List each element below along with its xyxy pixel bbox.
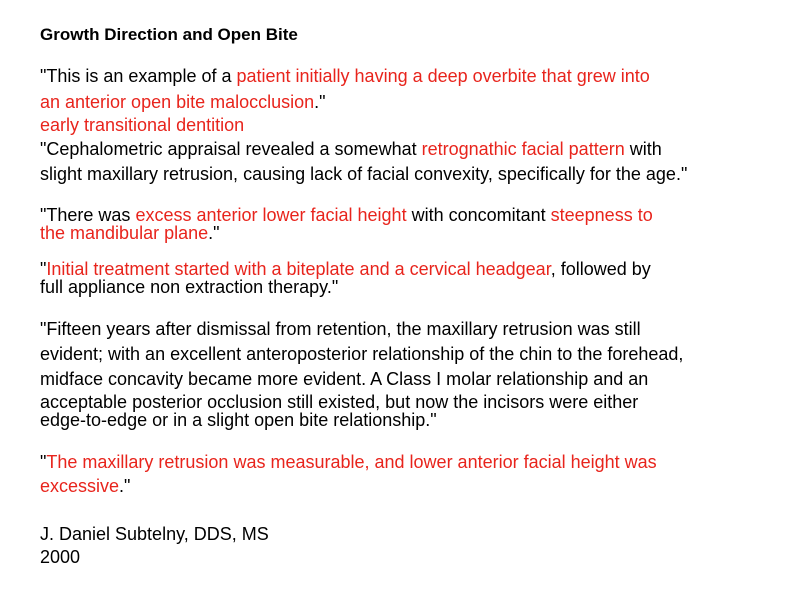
quote-5-line-3: midface concavity became more evident. A Class I molar relationship and an xyxy=(40,369,649,389)
year: 2000 xyxy=(40,547,81,567)
quote-5-line-5: edge-to-edge or in a slight open bite relationship." xyxy=(40,410,437,430)
highlight-segment: excessive xyxy=(40,476,120,496)
text-segment: " xyxy=(40,452,47,472)
quote-5-line-4: acceptable posterior occlusion still existed, but now the incisors were either xyxy=(40,392,639,412)
text-segment: ." xyxy=(208,223,220,243)
highlight-segment: the mandibular plane xyxy=(40,223,209,243)
highlight-segment: retrognathic facial pattern xyxy=(421,139,625,159)
page-title: Growth Direction and Open Bite xyxy=(40,25,298,44)
highlight-segment: Initial treatment started with a biteplate and a cervical headgear xyxy=(46,259,551,279)
text-segment: ." xyxy=(314,92,326,112)
highlight-segment: patient initially having a deep overbite that grew into xyxy=(236,66,650,86)
quote-3-line-2 xyxy=(40,222,220,244)
quote-5-line-1: "Fifteen years after dismissal from retention, the maxillary retrusion was still xyxy=(40,319,641,339)
quote-2-line-1 xyxy=(40,138,662,160)
text-segment: ." xyxy=(119,476,131,496)
highlight-segment: an anterior open bite malocclusion xyxy=(40,92,315,112)
quote-4-line-2: full appliance non extraction therapy." xyxy=(40,277,339,297)
text-segment: "This is an example of a xyxy=(40,66,237,86)
quote-5-line-2: evident; with an excellent anteroposterior relationship of the chin to the forehead, xyxy=(40,344,684,364)
highlight-segment: The maxillary retrusion was measurable, and lower anterior facial height was xyxy=(46,452,657,472)
quote-6-line-1 xyxy=(40,451,657,473)
quote-1-line-2 xyxy=(40,91,326,113)
text-segment: " xyxy=(40,259,47,279)
dentition-note: early transitional dentition xyxy=(40,115,245,135)
text-segment: "Cephalometric appraisal revealed a somewhat xyxy=(40,139,422,159)
highlight-segment: steepness to xyxy=(550,205,653,225)
text-segment: , followed by xyxy=(550,259,651,279)
text-segment: with xyxy=(624,139,662,159)
highlight-segment: excess anterior lower facial height xyxy=(135,205,407,225)
quote-6-line-2 xyxy=(40,475,130,497)
quote-2-line-2: slight maxillary retrusion, causing lack of facial convexity, specifically for the age." xyxy=(40,164,688,184)
text-segment: with concomitant xyxy=(406,205,551,225)
author-name: J. Daniel Subtelny, DDS, MS xyxy=(40,524,269,544)
text-segment: "There was xyxy=(40,205,136,225)
quote-1-line-1 xyxy=(40,65,650,87)
